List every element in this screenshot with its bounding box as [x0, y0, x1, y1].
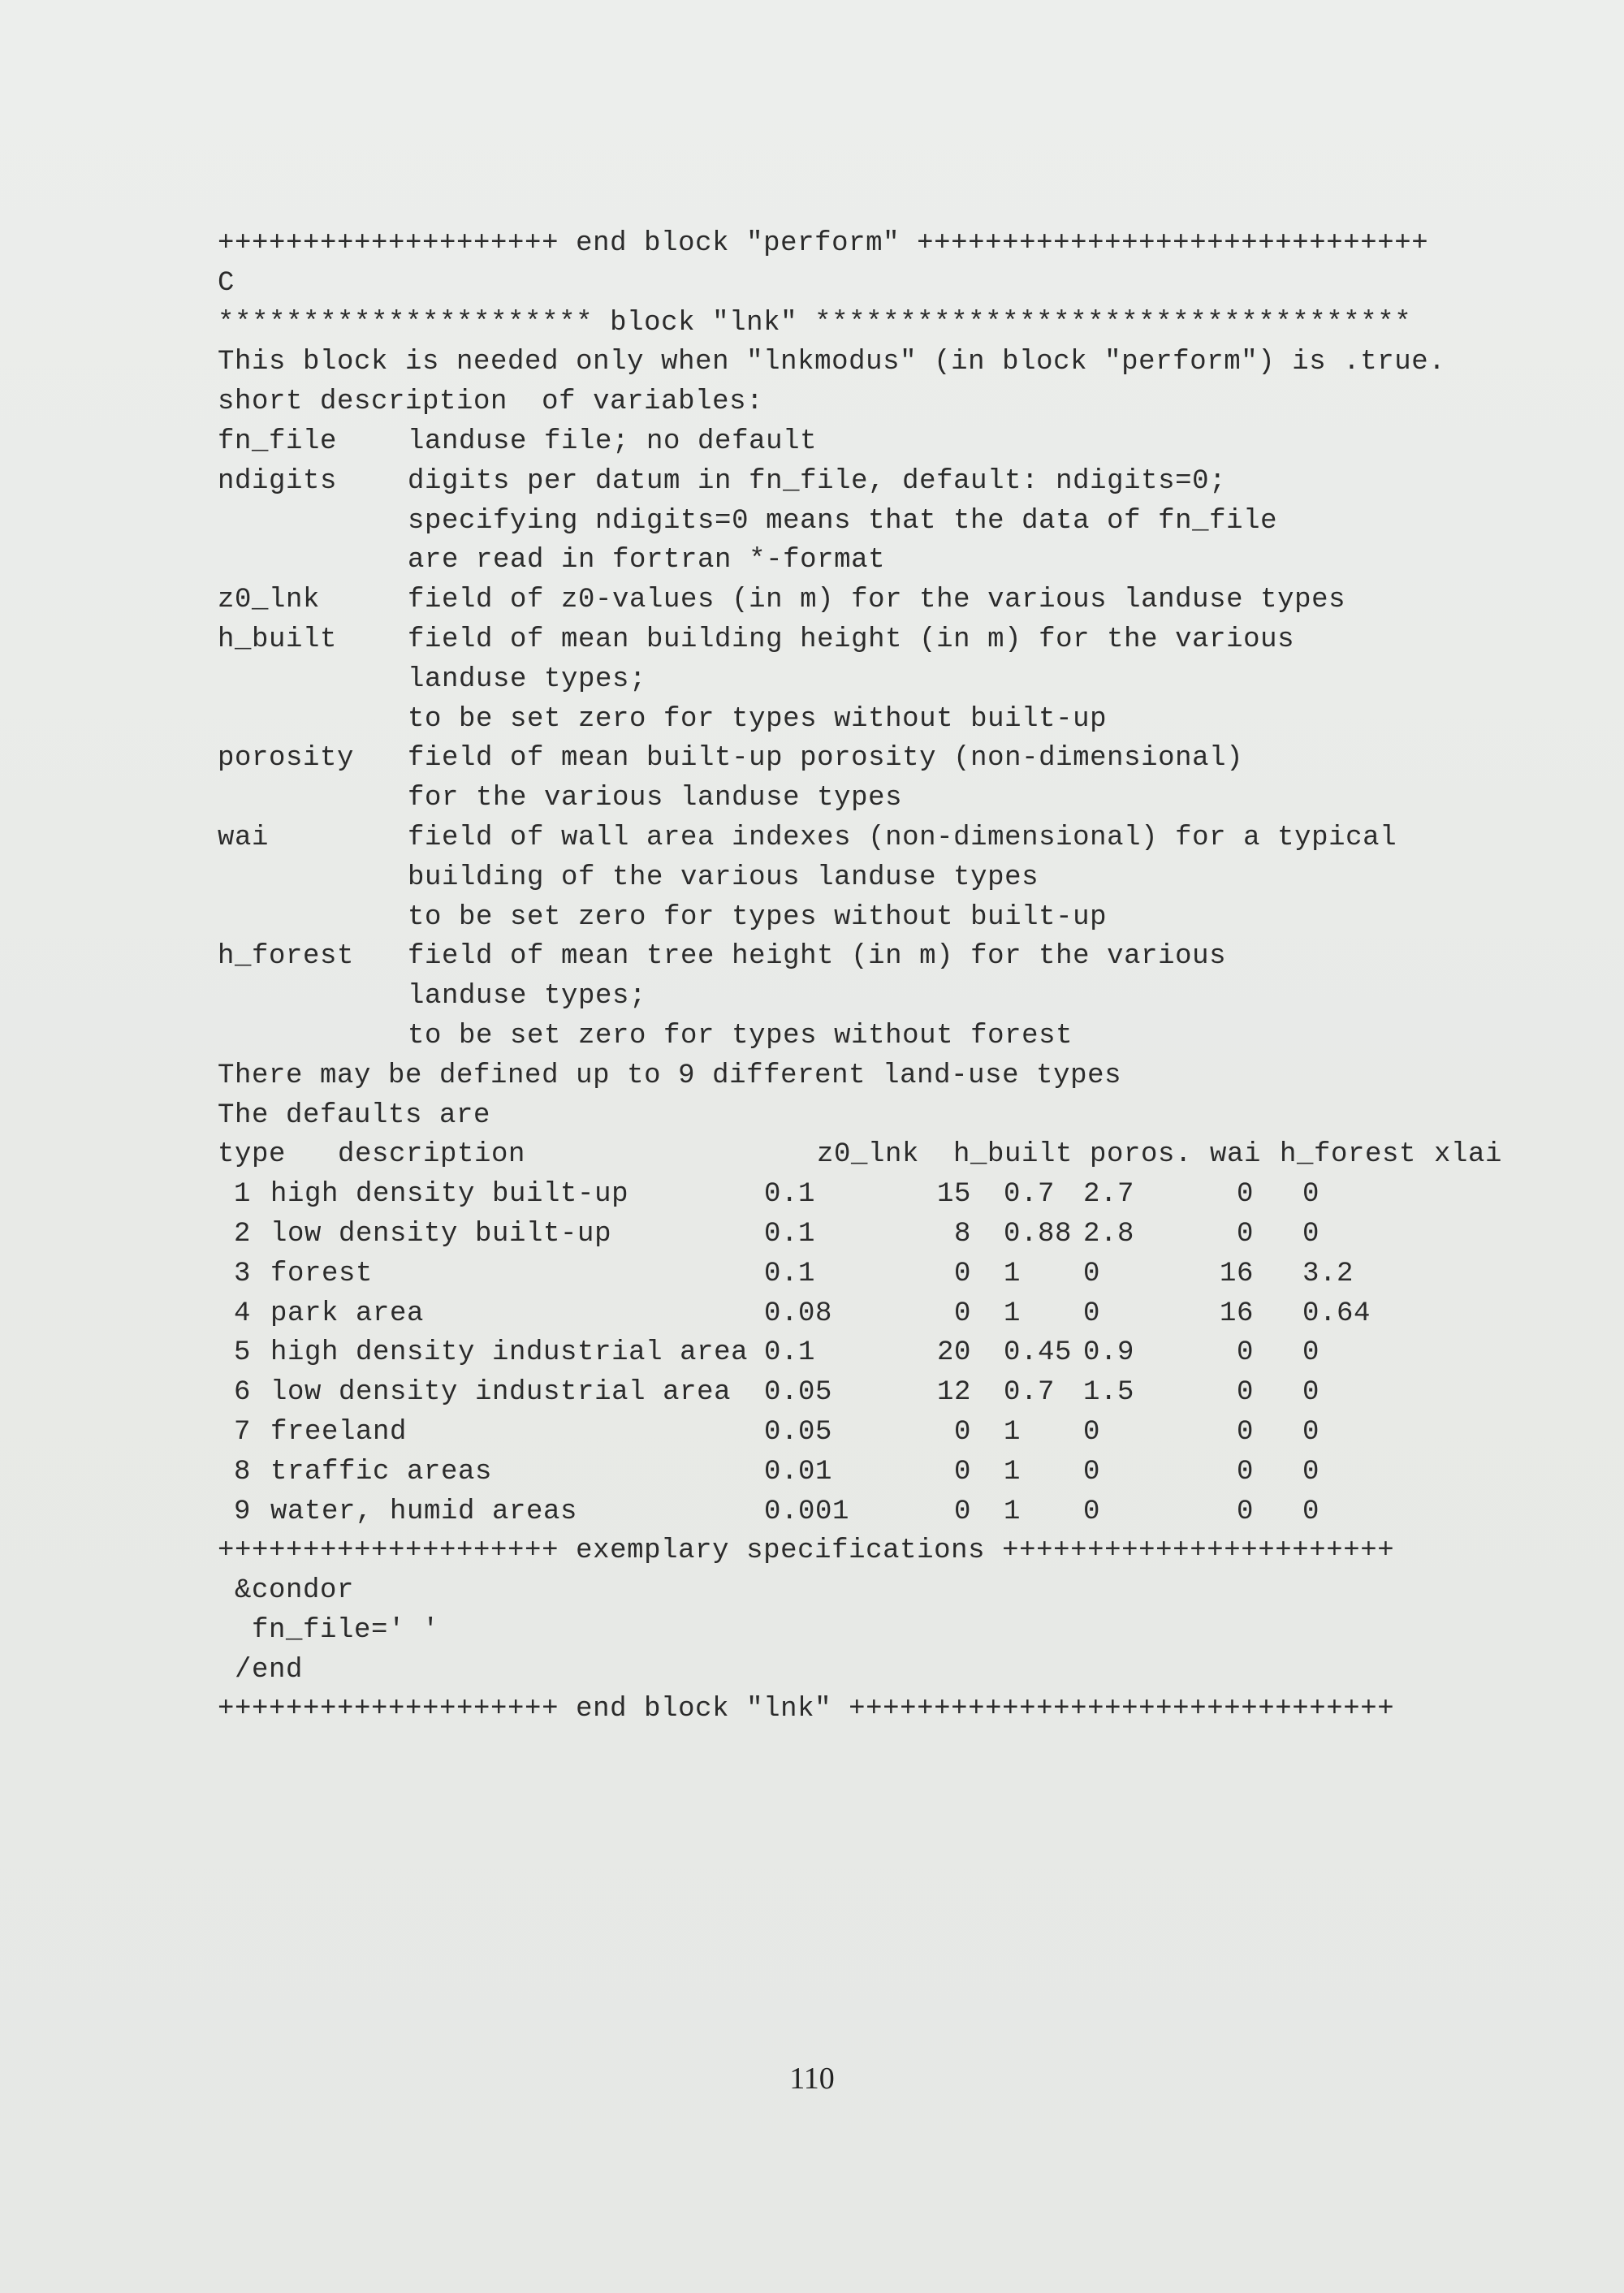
exemplary-specifications-banner: ++++++++++++++++++++ exemplary specifications +++++++++++++++++++++++: [218, 1535, 1395, 1567]
row-poros: 0.88: [1004, 1218, 1073, 1250]
row-z0-lnk: 0.1: [764, 1337, 816, 1369]
row-poros: 1: [1004, 1496, 1021, 1527]
row-xlai: 3.2: [1302, 1258, 1354, 1289]
row-type: 5: [234, 1337, 252, 1369]
row-h-forest: 16: [1219, 1258, 1254, 1289]
row-wai: 0: [1083, 1496, 1101, 1527]
row-z0-lnk: 0.08: [764, 1298, 833, 1329]
table-row: [218, 1175, 1468, 1215]
row-h-built: 12: [936, 1377, 971, 1409]
end-perform-banner: ++++++++++++++++++++ end block "perform" ++++++++++++++++++++++++++++++: [218, 228, 1429, 259]
namelist-fn-file: fn_file=' ': [218, 1614, 440, 1646]
row-poros: 1: [1004, 1416, 1021, 1448]
row-poros: 1: [1004, 1298, 1021, 1329]
variable-description-cont: to be set zero for types without forest: [408, 1020, 1073, 1051]
row-poros: 1: [1004, 1456, 1021, 1488]
row-type: 8: [234, 1456, 252, 1488]
table-row: [218, 1294, 1468, 1334]
namelist-end: /end: [218, 1654, 304, 1686]
defaults-table-body: [218, 1175, 1468, 1531]
defaults-heading: The defaults are: [218, 1099, 491, 1131]
header-xlai: xlai: [1434, 1139, 1503, 1171]
row-z0-lnk: 0.05: [764, 1377, 833, 1409]
row-h-forest: 0: [1236, 1377, 1254, 1409]
header-h-built: h_built: [953, 1139, 1073, 1171]
table-row: [218, 1413, 1468, 1453]
code-listing: [218, 224, 1503, 1729]
variable-ndigits: [218, 462, 1468, 502]
row-wai: 1.5: [1083, 1377, 1135, 1409]
variable-name: ndigits: [218, 465, 338, 497]
variable-description: field of wall area indexes (non-dimensional) for a typical: [408, 822, 1397, 853]
table-row: [218, 1373, 1468, 1413]
header-h-forest: h_forest: [1280, 1139, 1417, 1171]
row-wai: 2.8: [1083, 1218, 1135, 1250]
row-poros: 0.45: [1004, 1337, 1073, 1369]
row-wai: 0: [1083, 1416, 1101, 1448]
row-wai: 0: [1083, 1298, 1101, 1329]
row-h-built: 0: [953, 1496, 971, 1527]
row-h-built: 0: [953, 1416, 971, 1448]
variable-h-forest: [218, 937, 1468, 977]
variable-description-cont: building of the various landuse types: [408, 861, 1039, 893]
table-row: [218, 1215, 1468, 1254]
variable-z0-lnk: [218, 581, 1468, 620]
row-description: traffic areas: [270, 1456, 493, 1488]
row-xlai: 0: [1302, 1337, 1320, 1369]
row-type: 3: [234, 1258, 252, 1289]
row-type: 2: [234, 1218, 252, 1250]
table-row: [218, 1333, 1468, 1373]
variable-description: field of mean building height (in m) for the various: [408, 624, 1295, 655]
row-z0-lnk: 0.1: [764, 1218, 816, 1250]
variable-description-cont: landuse types;: [408, 981, 647, 1013]
row-h-forest: 0: [1236, 1337, 1254, 1369]
row-h-forest: 16: [1219, 1298, 1254, 1329]
table-row: [218, 1453, 1468, 1492]
row-description: water, humid areas: [270, 1496, 578, 1527]
row-z0-lnk: 0.1: [764, 1179, 816, 1211]
variable-fn-file: [218, 422, 1468, 462]
table-row: [218, 1254, 1468, 1294]
row-wai: 0.9: [1083, 1337, 1135, 1369]
header-description: description: [338, 1139, 526, 1171]
variable-description: field of z0-values (in m) for the various landuse types: [408, 585, 1346, 616]
row-h-built: 8: [953, 1218, 971, 1250]
row-xlai: 0.64: [1302, 1298, 1371, 1329]
variable-h-built: [218, 620, 1468, 660]
row-h-built: 15: [936, 1179, 971, 1211]
row-xlai: 0: [1302, 1377, 1320, 1409]
row-description: forest: [270, 1258, 374, 1289]
variable-description: landuse file; no default: [408, 425, 818, 457]
variable-description-cont: for the various landuse types: [408, 783, 903, 814]
row-type: 6: [234, 1377, 252, 1409]
row-type: 1: [234, 1179, 252, 1211]
variable-name: porosity: [218, 743, 355, 775]
row-z0-lnk: 0.05: [764, 1416, 833, 1448]
variable-name: h_forest: [218, 941, 355, 973]
variable-name: h_built: [218, 624, 338, 655]
row-type: 9: [234, 1496, 252, 1527]
row-z0-lnk: 0.001: [764, 1496, 850, 1527]
row-xlai: 0: [1302, 1456, 1320, 1488]
row-poros: 1: [1004, 1258, 1021, 1289]
row-description: low density built-up: [270, 1218, 612, 1250]
row-h-forest: 0: [1236, 1456, 1254, 1488]
land-use-count-note: There may be defined up to 9 different land-use types: [218, 1060, 1122, 1091]
variable-description-cont: landuse types;: [408, 663, 647, 695]
block-condition-note: This block is needed only when "lnkmodus" (in block "perform") is .true.: [218, 347, 1446, 378]
end-lnk-banner: ++++++++++++++++++++ end block "lnk" ++++++++++++++++++++++++++++++++: [218, 1694, 1395, 1725]
row-h-forest: 0: [1236, 1179, 1254, 1211]
header-z0-lnk: z0_lnk: [817, 1139, 920, 1171]
variable-description-cont: to be set zero for types without built-up: [408, 703, 1108, 735]
header-poros: poros.: [1090, 1139, 1193, 1171]
row-h-built: 0: [953, 1298, 971, 1329]
table-row: [218, 1492, 1468, 1532]
variable-name: fn_file: [218, 425, 338, 457]
variable-description: field of mean built-up porosity (non-dimensional): [408, 743, 1244, 775]
variable-description-cont: to be set zero for types without built-up: [408, 901, 1108, 933]
row-type: 4: [234, 1298, 252, 1329]
row-h-forest: 0: [1236, 1496, 1254, 1527]
row-wai: 0: [1083, 1258, 1101, 1289]
variable-name: z0_lnk: [218, 585, 321, 616]
variable-porosity: [218, 739, 1468, 779]
row-h-forest: 0: [1236, 1416, 1254, 1448]
header-type: type: [218, 1139, 287, 1171]
row-h-built: 0: [953, 1258, 971, 1289]
row-description: freeland: [270, 1416, 408, 1448]
variable-description-cont: specifying ndigits=0 means that the data of fn_file: [408, 505, 1278, 537]
variable-description: digits per datum in fn_file, default: ndigits=0;: [408, 465, 1227, 497]
variable-name: wai: [218, 822, 270, 853]
row-description: park area: [270, 1298, 425, 1329]
comment-line: C: [218, 267, 235, 299]
row-z0-lnk: 0.01: [764, 1456, 833, 1488]
row-description: low density industrial area: [270, 1377, 732, 1409]
defaults-table-header: [218, 1135, 1503, 1175]
row-wai: 0: [1083, 1456, 1101, 1488]
row-z0-lnk: 0.1: [764, 1258, 816, 1289]
row-xlai: 0: [1302, 1218, 1320, 1250]
variable-wai: [218, 818, 1468, 858]
row-type: 7: [234, 1416, 252, 1448]
row-poros: 0.7: [1004, 1377, 1056, 1409]
row-h-built: 0: [953, 1456, 971, 1488]
row-poros: 0.7: [1004, 1179, 1056, 1211]
block-lnk-banner: ********************** block "lnk" ***********************************: [218, 307, 1412, 339]
variable-description-cont: are read in fortran *-format: [408, 545, 886, 576]
variable-description: field of mean tree height (in m) for the various: [408, 941, 1227, 973]
row-xlai: 0: [1302, 1496, 1320, 1527]
row-h-forest: 0: [1236, 1218, 1254, 1250]
row-xlai: 0: [1302, 1416, 1320, 1448]
page-number: 110: [789, 2062, 835, 2096]
variables-heading: short description of variables:: [218, 386, 764, 418]
row-description: high density built-up: [270, 1179, 629, 1211]
row-description: high density industrial area: [270, 1337, 749, 1369]
row-xlai: 0: [1302, 1179, 1320, 1211]
namelist-start: &condor: [218, 1575, 355, 1607]
row-wai: 2.7: [1083, 1179, 1135, 1211]
row-h-built: 20: [936, 1337, 971, 1369]
header-wai: wai: [1210, 1139, 1262, 1171]
